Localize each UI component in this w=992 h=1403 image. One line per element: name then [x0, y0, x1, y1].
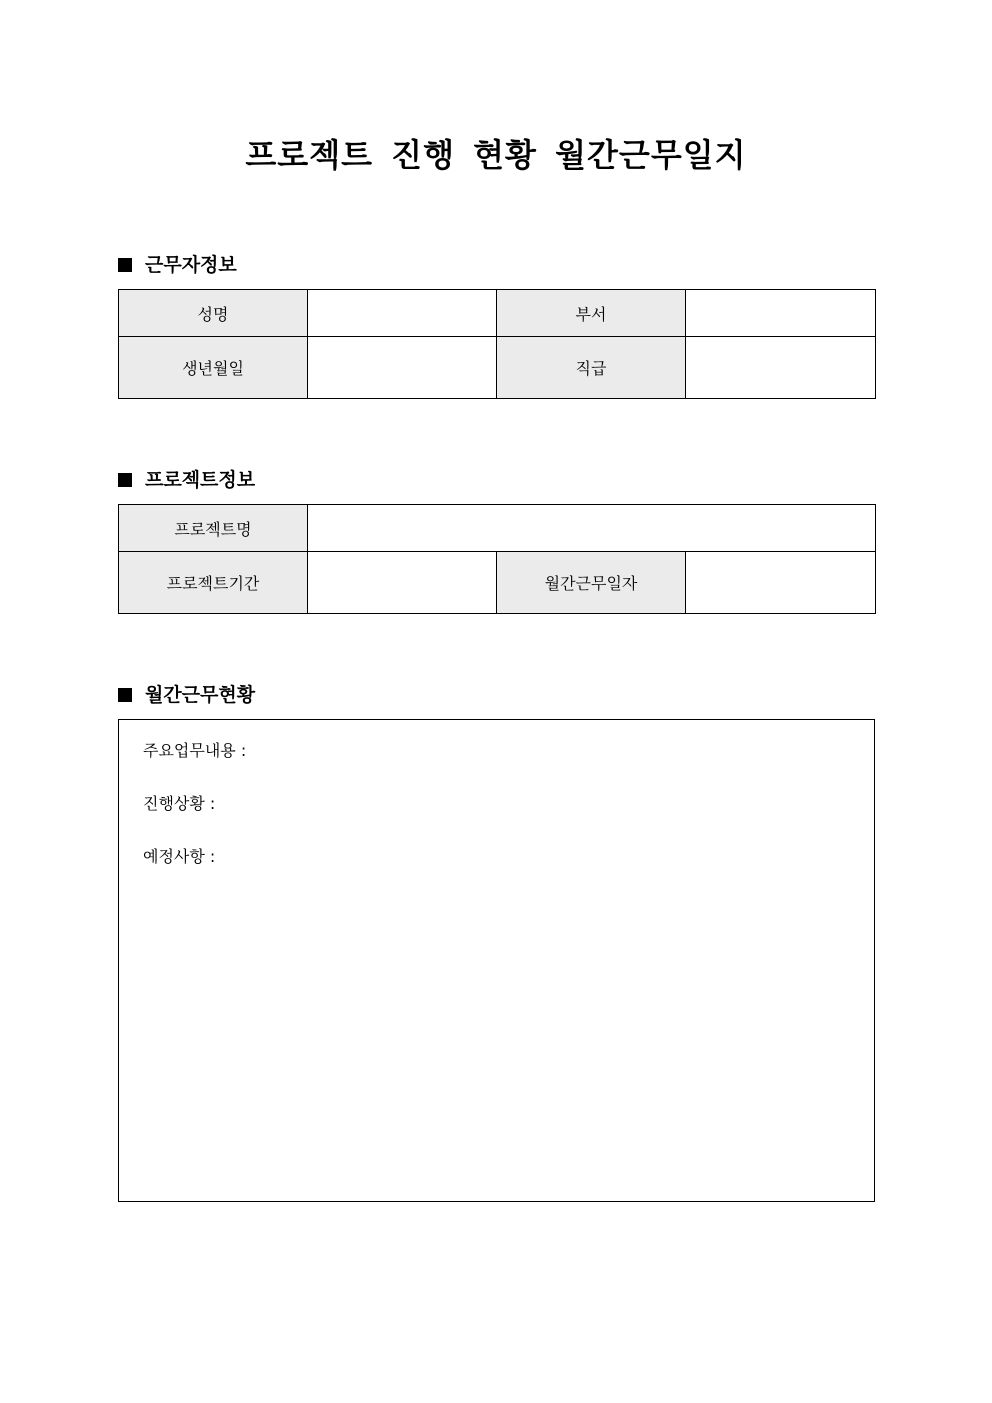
- work-days-field[interactable]: [686, 552, 876, 614]
- project-period-label: 프로젝트기간: [119, 552, 308, 614]
- square-bullet-icon: [118, 688, 132, 702]
- main-tasks-label: 주요업무내용 :: [143, 741, 247, 760]
- name-field[interactable]: [308, 290, 497, 337]
- planned-items-label: 예정사항 :: [143, 847, 216, 866]
- document-title: 프로젝트 진행 현황 월간근무일지: [245, 136, 747, 174]
- birthdate-label: 생년월일: [119, 337, 308, 399]
- table-row: [119, 505, 876, 552]
- birthdate-field[interactable]: [308, 337, 497, 399]
- worker-info-table: [118, 289, 876, 399]
- project-info-heading-text: 프로젝트정보: [145, 469, 256, 491]
- project-info-table: [118, 504, 876, 614]
- monthly-status-heading-text: 월간근무현황: [145, 684, 256, 706]
- position-label: 직급: [497, 337, 686, 399]
- table-row: [119, 290, 876, 337]
- monthly-status-heading: [118, 683, 255, 707]
- table-row: [119, 552, 876, 614]
- square-bullet-icon: [118, 258, 132, 272]
- name-label: 성명: [119, 290, 308, 337]
- project-name-field[interactable]: [308, 505, 876, 552]
- department-field[interactable]: [686, 290, 876, 337]
- project-name-label: 프로젝트명: [119, 505, 308, 552]
- progress-label: 진행상황 :: [143, 794, 216, 813]
- square-bullet-icon: [118, 473, 132, 487]
- project-period-field[interactable]: [308, 552, 497, 614]
- monthly-status-box[interactable]: [118, 719, 875, 1202]
- project-info-heading: [118, 468, 255, 492]
- work-days-label: 월간근무일자: [497, 552, 686, 614]
- position-field[interactable]: [686, 337, 876, 399]
- table-row: [119, 337, 876, 399]
- department-label: 부서: [497, 290, 686, 337]
- worker-info-heading: [118, 253, 237, 277]
- worker-info-heading-text: 근무자정보: [145, 254, 237, 276]
